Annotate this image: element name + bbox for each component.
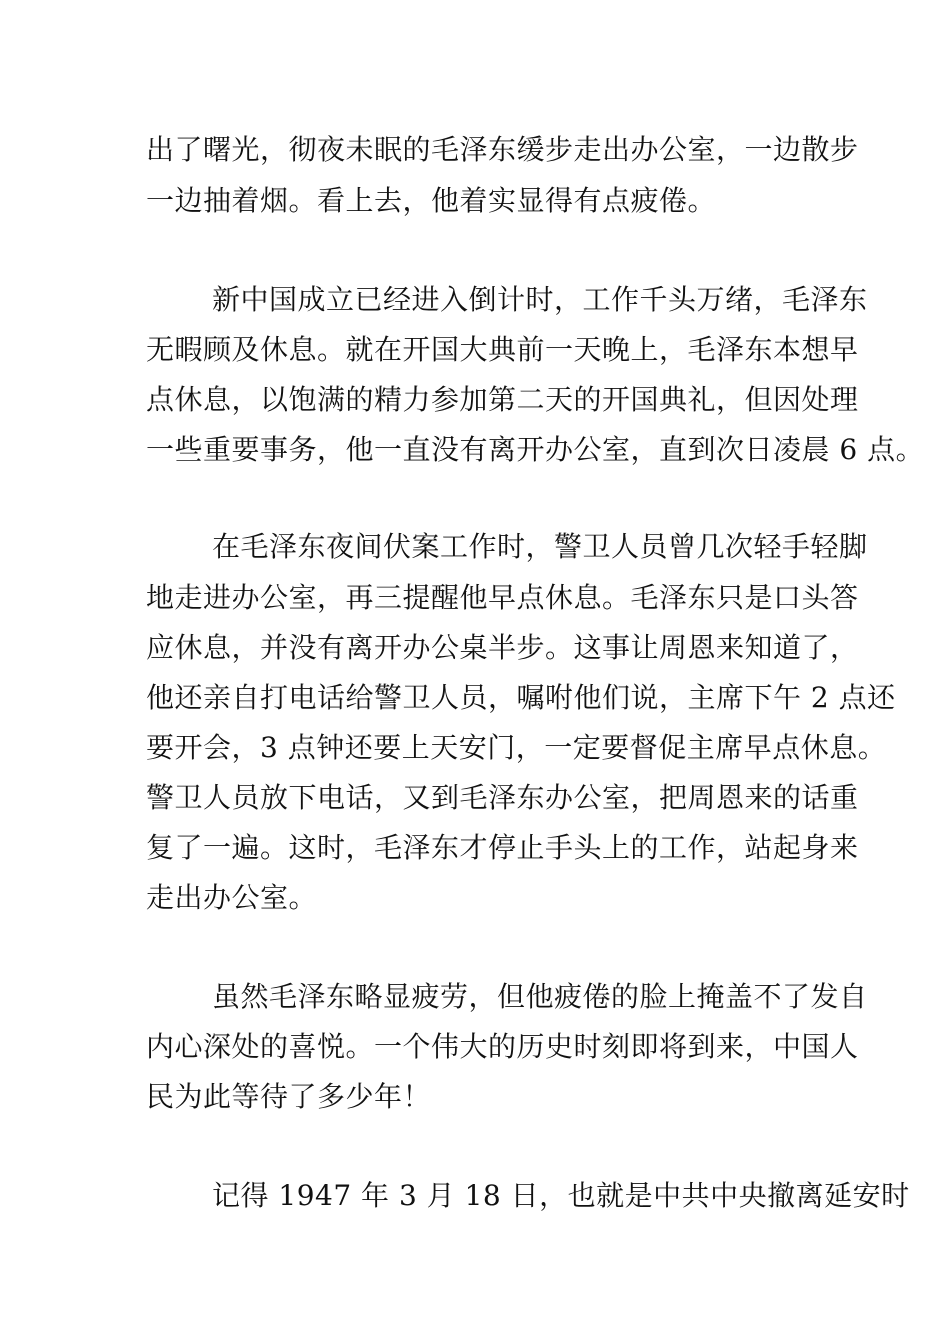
text-line: 出了曙光，彻夜未眠的毛泽东缓步走出办公室，一边散步 [146,133,859,166]
text-line: 无暇顾及休息。就在开国大典前一天晚上，毛泽东本想早 [146,333,859,366]
text-line: 应休息，并没有离开办公桌半步。这事让周恩来知道了， [146,631,859,664]
text-line: 在毛泽东夜间伏案工作时，警卫人员曾几次轻手轻脚 [212,530,868,563]
text-line: 一边抽着烟。看上去，他着实显得有点疲倦。 [146,184,717,217]
text-line: 内心深处的喜悦。一个伟大的历史时刻即将到来，中国人 [146,1030,859,1063]
text-line: 民为此等待了多少年！ [146,1080,432,1113]
text-line: 虽然毛泽东略显疲劳，但他疲倦的脸上掩盖不了发自 [212,980,868,1013]
text-line: 点休息，以饱满的精力参加第二天的开国典礼，但因处理 [146,383,859,416]
text-line: 复了一遍。这时，毛泽东才停止手头上的工作，站起身来 [146,831,859,864]
text-line: 一些重要事务，他一直没有离开办公室，直到次日凌晨 6 点。 [146,433,925,466]
text-line: 地走进办公室，再三提醒他早点休息。毛泽东只是口头答 [146,581,859,614]
text-line: 记得 1947 年 3 月 18 日，也就是中共中央撤离延安时 [212,1179,910,1212]
text-line: 要开会，3 点钟还要上天安门，一定要督促主席早点休息。 [146,731,887,764]
text-line: 警卫人员放下电话，又到毛泽东办公室，把周恩来的话重 [146,781,859,814]
text-line: 走出办公室。 [146,881,318,914]
text-line: 他还亲自打电话给警卫人员，嘱咐他们说，主席下午 2 点还 [146,681,896,714]
text-line: 新中国成立已经进入倒计时，工作千头万绪，毛泽东 [212,283,868,316]
